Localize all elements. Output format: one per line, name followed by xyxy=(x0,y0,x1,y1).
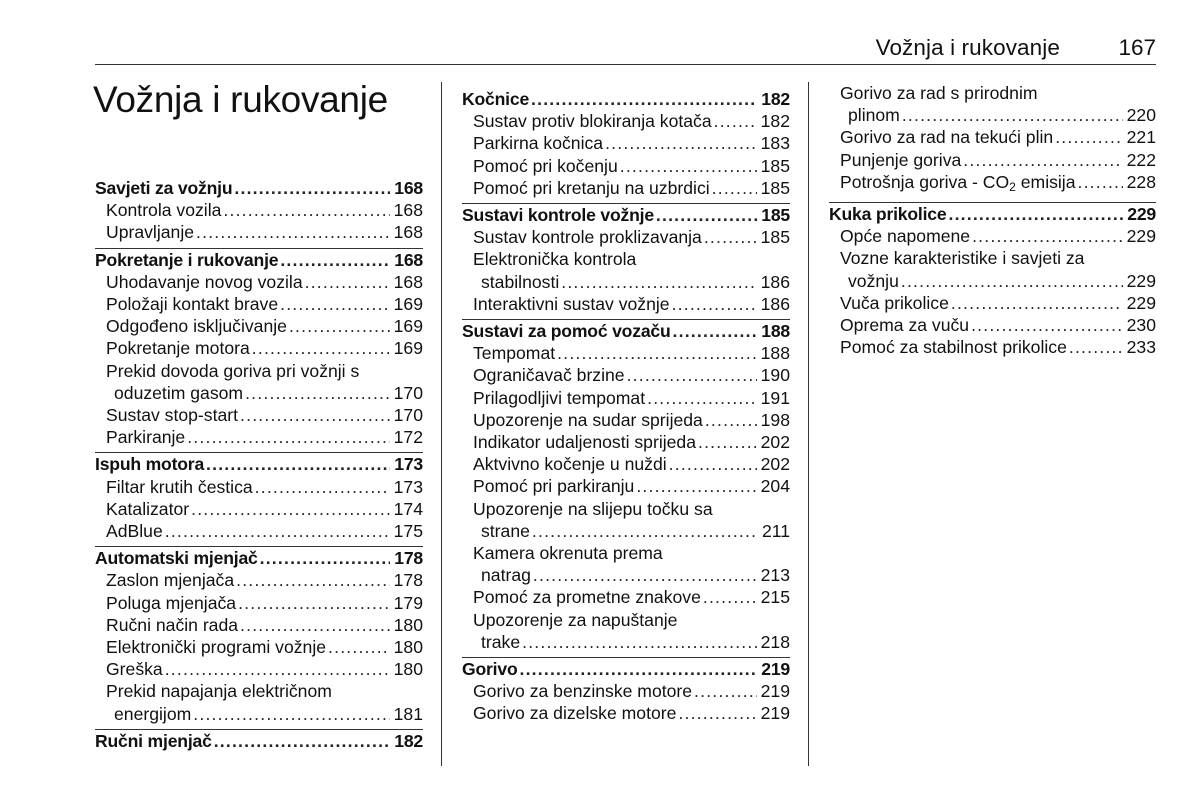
toc-entry[interactable] xyxy=(462,680,790,702)
toc-entry-continued-text: oduzetim gasom xyxy=(114,382,244,403)
dot-leader xyxy=(951,292,1123,314)
toc-section-heading-page: 182 xyxy=(394,730,423,751)
dot-leader xyxy=(963,149,1122,171)
toc-entry-continued[interactable] xyxy=(829,270,1156,292)
toc-entry-text: Kontrola vozila xyxy=(106,200,222,221)
toc-entry-text: Kamera okrenuta prema xyxy=(473,543,663,564)
toc-entry-text: Sustav protiv blokiranja kotača xyxy=(473,111,712,132)
toc-entry-text: Parkiranje xyxy=(106,427,186,448)
toc-section-heading[interactable] xyxy=(462,658,790,680)
toc-entry[interactable] xyxy=(829,82,1156,104)
toc-entry-continued[interactable] xyxy=(95,382,423,404)
dot-leader xyxy=(223,199,389,221)
toc-entry-page: 182 xyxy=(760,111,790,132)
toc-section-heading[interactable] xyxy=(95,453,423,475)
toc-entry-continued-text: natrag xyxy=(481,565,531,586)
toc-section-continued xyxy=(829,82,1156,198)
toc-entry-text: Filtar krutih čestica xyxy=(106,476,253,497)
dot-leader xyxy=(193,703,389,725)
page-number: 167 xyxy=(1118,35,1156,60)
toc-entry-page: 186 xyxy=(760,293,790,314)
toc-entry-page: 219 xyxy=(760,703,790,724)
toc-section-heading-page: 219 xyxy=(761,659,790,680)
dot-leader xyxy=(234,177,390,199)
toc-entry[interactable] xyxy=(829,225,1156,247)
toc-entry[interactable] xyxy=(95,293,423,315)
dot-leader xyxy=(714,110,757,132)
toc-entry-page: 215 xyxy=(760,587,790,608)
dot-leader xyxy=(703,586,757,608)
toc-entry-text: Pokretanje motora xyxy=(106,338,250,359)
dot-leader xyxy=(206,453,390,475)
toc-entry-continued-text: energijom xyxy=(114,703,192,724)
toc-section-heading-text: Gorivo xyxy=(462,659,518,680)
toc-entry[interactable] xyxy=(829,171,1156,198)
toc-entry-page: 169 xyxy=(393,338,423,359)
toc-entry-page: 190 xyxy=(760,365,790,386)
column-divider xyxy=(808,82,809,766)
toc-entry-text: Parkirna kočnica xyxy=(473,133,604,154)
toc-section xyxy=(95,729,423,752)
toc-entry[interactable] xyxy=(462,702,790,724)
toc-entry-text: Sustav stop-start xyxy=(106,405,239,426)
dot-leader xyxy=(236,569,390,591)
dot-leader xyxy=(902,104,1123,126)
dot-leader xyxy=(240,404,390,426)
toc-entry[interactable] xyxy=(462,409,790,431)
toc-entry-text: Upozorenje za napuštanje xyxy=(473,609,678,630)
toc-entry-text: Interaktivni sustav vožnje xyxy=(473,293,670,314)
toc-entry-page: 178 xyxy=(393,570,423,591)
toc-entry[interactable] xyxy=(462,248,790,270)
toc-entry-continued-page: 213 xyxy=(760,565,790,586)
column-divider xyxy=(441,82,442,766)
dot-leader xyxy=(636,475,756,497)
toc-entry-text: Aktvivno kočenje u nuždi xyxy=(473,454,667,475)
toc-entry-text: Odgođeno isključivanje xyxy=(106,316,287,337)
toc-section xyxy=(462,88,790,199)
dot-leader xyxy=(620,155,757,177)
toc-entry-page: 202 xyxy=(760,432,790,453)
toc-entry[interactable] xyxy=(829,247,1156,269)
toc-section-heading[interactable] xyxy=(829,203,1156,225)
toc-entry-text: Pomoć pri kočenju xyxy=(473,155,618,176)
toc-entry[interactable] xyxy=(462,586,790,608)
toc-entry-continued-page: 220 xyxy=(1126,105,1156,126)
dot-leader xyxy=(1078,171,1123,193)
toc-entry[interactable] xyxy=(462,387,790,409)
toc-entry-page: 198 xyxy=(760,409,790,430)
toc-entry[interactable] xyxy=(95,426,423,448)
toc-entry-text: Ograničavač brzine xyxy=(473,365,625,386)
dot-leader xyxy=(656,204,757,226)
toc-entry-continued[interactable] xyxy=(95,703,423,725)
toc-entry-text: Gorivo za rad na tekući plin xyxy=(840,127,1054,148)
toc-entry-continued-page: 229 xyxy=(1126,270,1156,291)
toc-entry[interactable] xyxy=(462,293,790,315)
toc-entry-text: Elektronički programi vožnje xyxy=(106,637,327,658)
dot-leader xyxy=(165,520,390,542)
dot-leader xyxy=(289,315,390,337)
toc-entry[interactable] xyxy=(95,569,423,591)
toc-entry-text xyxy=(840,171,1076,198)
toc-entry-text: Uhodavanje novog vozila xyxy=(106,271,303,292)
dot-leader xyxy=(252,337,390,359)
toc-entry-text: Katalizator xyxy=(106,498,190,519)
toc-section-heading[interactable] xyxy=(462,204,790,226)
dot-leader xyxy=(522,631,757,653)
toc-entry[interactable] xyxy=(829,292,1156,314)
toc-entry-text: Pomoć pri parkiranju xyxy=(473,476,635,497)
toc-entry[interactable] xyxy=(829,149,1156,171)
toc-entry-text: Punjenje goriva xyxy=(840,149,962,170)
toc-entry[interactable] xyxy=(829,314,1156,336)
dot-leader xyxy=(561,271,756,293)
toc-entry-page: 219 xyxy=(760,681,790,702)
toc-entry-page: 168 xyxy=(393,222,423,243)
dot-leader xyxy=(972,225,1123,247)
toc-section xyxy=(95,248,423,449)
toc-entry[interactable] xyxy=(95,221,423,243)
toc-section-heading[interactable] xyxy=(95,177,423,199)
toc-entry-continued-page: 211 xyxy=(761,520,790,541)
toc-entry-continued-text: vožnju xyxy=(848,270,899,291)
dot-leader xyxy=(694,680,757,702)
toc-entry-continued-page: 218 xyxy=(760,631,790,652)
dot-leader xyxy=(948,203,1123,225)
toc-entry[interactable] xyxy=(829,336,1156,358)
toc-entry-page: 221 xyxy=(1126,127,1156,148)
toc-entry[interactable] xyxy=(95,315,423,337)
toc-entry[interactable] xyxy=(462,110,790,132)
toc-section-heading-page: 188 xyxy=(761,321,790,342)
dot-leader xyxy=(255,476,390,498)
toc-entry-continued-text: strane xyxy=(481,520,530,541)
dot-leader xyxy=(328,636,390,658)
toc-entry-text: Gorivo za benzinske motore xyxy=(473,681,693,702)
toc-column-3 xyxy=(829,82,1156,362)
dot-leader xyxy=(901,270,1123,292)
toc-entry[interactable] xyxy=(95,337,423,359)
toc-entry-text: AdBlue xyxy=(106,521,163,542)
toc-section-heading-text: Ručni mjenjač xyxy=(95,730,212,751)
toc-entry-text: Elektronička kontrola xyxy=(473,249,637,270)
toc-entry-text: Pomoć pri kretanju na uzbrdici xyxy=(473,177,710,198)
toc-entry-page: 175 xyxy=(393,521,423,542)
toc-entry-page: 169 xyxy=(393,294,423,315)
dot-leader xyxy=(557,342,757,364)
toc-entry-text: Upozorenje na slijepu točku sa xyxy=(473,498,713,519)
toc-entry-page: 172 xyxy=(393,427,423,448)
toc-entry-continued-page: 170 xyxy=(393,382,423,403)
dot-leader xyxy=(669,453,757,475)
dot-leader xyxy=(533,564,757,586)
toc-section xyxy=(95,546,423,725)
toc-entry-page: 191 xyxy=(760,387,790,408)
dot-leader xyxy=(280,293,390,315)
toc-section-heading-page: 182 xyxy=(761,89,790,109)
dot-leader xyxy=(520,658,758,680)
toc-section-heading[interactable] xyxy=(95,547,423,569)
toc-section-heading[interactable] xyxy=(462,320,790,342)
dot-leader xyxy=(240,614,390,636)
toc-entry-continued-page: 181 xyxy=(393,703,423,724)
dot-leader xyxy=(705,409,757,431)
toc-entry-text: Oprema za vuču xyxy=(840,315,970,336)
toc-section-heading-text: Automatski mjenjač xyxy=(95,548,258,569)
toc-entry-text: Gorivo za dizelske motore xyxy=(473,703,677,724)
dot-leader xyxy=(214,730,391,752)
toc-entry-page: 185 xyxy=(760,177,790,198)
dot-leader xyxy=(712,177,757,199)
toc-column-2 xyxy=(462,88,790,729)
dot-leader xyxy=(698,431,757,453)
toc-entry[interactable] xyxy=(95,271,423,293)
toc-entry[interactable] xyxy=(95,658,423,680)
toc-entry-page: 222 xyxy=(1126,149,1156,170)
dot-leader xyxy=(238,592,390,614)
toc-section-heading-page: 185 xyxy=(761,205,790,226)
toc-entry-page: 168 xyxy=(393,200,423,221)
toc-entry-text: Prekid napajanja električnom xyxy=(106,681,332,702)
toc-entry[interactable] xyxy=(95,520,423,542)
toc-section-heading[interactable] xyxy=(95,249,423,271)
toc-section-heading[interactable] xyxy=(95,730,423,752)
toc-entry[interactable] xyxy=(462,542,790,564)
toc-entry-page: 233 xyxy=(1126,337,1156,358)
toc-entry[interactable] xyxy=(95,199,423,221)
toc-entry-text: Vozne karakteristike i savjeti za xyxy=(840,248,1085,269)
toc-entry[interactable] xyxy=(829,126,1156,148)
toc-entry[interactable] xyxy=(95,498,423,520)
toc-entry-continued[interactable] xyxy=(829,104,1156,126)
toc-entry-page: 168 xyxy=(393,271,423,292)
toc-entry-page: 229 xyxy=(1126,226,1156,247)
toc-entry-text-part: emisija xyxy=(1015,171,1076,192)
toc-entry[interactable] xyxy=(462,364,790,386)
toc-entry-page: 180 xyxy=(393,614,423,635)
toc-column-1 xyxy=(95,177,423,756)
toc-section xyxy=(462,657,790,725)
subscript: 2 xyxy=(1009,179,1016,194)
toc-entry-page: 202 xyxy=(760,454,790,475)
toc-entry[interactable] xyxy=(462,498,790,520)
toc-entry[interactable] xyxy=(462,431,790,453)
toc-section-heading-text: Kočnice xyxy=(462,89,530,109)
toc-entry[interactable] xyxy=(462,155,790,177)
toc-section-heading-text: Sustavi za pomoć vozaču xyxy=(462,321,671,342)
toc-entry-text-part: Potrošnja goriva - CO xyxy=(840,171,1010,192)
toc-entry-text: Prekid dovoda goriva pri vožnji s xyxy=(106,360,360,381)
toc-entry-text: Ručni način rada xyxy=(106,614,239,635)
toc-entry-text: Položaji kontakt brave xyxy=(106,294,279,315)
toc-entry-page: 180 xyxy=(393,637,423,658)
toc-entry-continued-text: plinom xyxy=(848,105,900,126)
dot-leader xyxy=(605,132,757,154)
toc-entry-text: Greška xyxy=(106,659,163,680)
dot-leader xyxy=(627,364,757,386)
toc-entry-text: Upozorenje na sudar sprijeda xyxy=(473,409,703,430)
dot-leader xyxy=(196,221,390,243)
toc-entry-text: Opće napomene xyxy=(840,226,971,247)
toc-section-heading-page: 168 xyxy=(394,249,423,270)
dot-leader xyxy=(647,387,757,409)
dot-leader xyxy=(531,88,757,110)
dot-leader xyxy=(673,320,758,342)
toc-section xyxy=(95,177,423,244)
toc-entry-continued[interactable] xyxy=(462,631,790,653)
toc-entry-text: Upravljanje xyxy=(106,222,195,243)
toc-entry-page: 204 xyxy=(760,476,790,497)
toc-entry[interactable] xyxy=(95,614,423,636)
toc-entry-text: Zaslon mjenjača xyxy=(106,570,235,591)
toc-entry-text: Gorivo za rad s prirodnim xyxy=(840,83,1038,103)
toc-entry-continued[interactable] xyxy=(462,271,790,293)
dot-leader xyxy=(971,314,1123,336)
toc-entry-text: Prilagodljivi tempomat xyxy=(473,387,646,408)
toc-section-heading-page: 168 xyxy=(394,178,423,198)
toc-entry-page: 173 xyxy=(393,476,423,497)
toc-section xyxy=(462,203,790,315)
toc-entry[interactable] xyxy=(95,404,423,426)
toc-entry-continued-page: 186 xyxy=(760,271,790,292)
toc-entry-page: 174 xyxy=(393,498,423,519)
dot-leader xyxy=(305,271,390,293)
toc-entry-page: 185 xyxy=(760,227,790,248)
toc-entry-page: 228 xyxy=(1126,171,1156,192)
toc-section xyxy=(95,452,423,542)
toc-entry-page: 229 xyxy=(1126,292,1156,313)
toc-entry-text: Indikator udaljenosti sprijeda xyxy=(473,432,696,453)
toc-section-heading-text: Sustavi kontrole vožnje xyxy=(462,205,654,226)
toc-section-heading-page: 173 xyxy=(394,454,423,475)
toc-entry-text: Pomoć za prometne znakove xyxy=(473,587,701,608)
dot-leader xyxy=(280,249,390,271)
toc-entry-continued[interactable] xyxy=(462,564,790,586)
toc-entry[interactable] xyxy=(95,360,423,382)
dot-leader xyxy=(187,426,389,448)
toc-entry-page: 180 xyxy=(393,659,423,680)
running-title: Vožnja i rukovanje xyxy=(875,35,1060,60)
toc-section-heading-text: Savjeti za vožnju xyxy=(95,178,233,198)
toc-entry-continued[interactable] xyxy=(462,520,790,542)
dot-leader xyxy=(672,293,757,315)
toc-entry[interactable] xyxy=(462,475,790,497)
toc-entry[interactable] xyxy=(462,226,790,248)
toc-entry-page: 183 xyxy=(760,133,790,154)
toc-entry[interactable] xyxy=(95,680,423,702)
toc-entry-continued-text: trake xyxy=(481,631,521,652)
toc-entry[interactable] xyxy=(95,592,423,614)
dot-leader xyxy=(678,702,756,724)
toc-entry[interactable] xyxy=(462,177,790,199)
toc-entry[interactable] xyxy=(95,636,423,658)
toc-entry-text: Tempomat xyxy=(473,343,556,364)
toc-entry-text: Vuča prikolice xyxy=(840,292,949,313)
toc-section-heading-text: Ispuh motora xyxy=(95,454,205,475)
toc-section xyxy=(462,319,790,653)
toc-entry-page: 169 xyxy=(393,316,423,337)
toc-entry-text: Poluga mjenjača xyxy=(106,592,237,613)
toc-entry[interactable] xyxy=(462,342,790,364)
dot-leader xyxy=(532,520,758,542)
toc-entry[interactable] xyxy=(462,453,790,475)
toc-entry-page: 188 xyxy=(760,343,790,364)
toc-section-heading-page: 178 xyxy=(394,548,423,569)
toc-section-heading-page: 229 xyxy=(1127,204,1156,225)
running-header xyxy=(95,30,1156,65)
dot-leader xyxy=(260,547,391,569)
toc-entry-page: 230 xyxy=(1126,315,1156,336)
toc-entry[interactable] xyxy=(462,609,790,631)
toc-section-heading-text: Kuka prikolice xyxy=(829,204,947,225)
dot-leader xyxy=(704,226,757,248)
toc-entry-page: 170 xyxy=(393,405,423,426)
dot-leader xyxy=(191,498,390,520)
chapter-title: Vožnja i rukovanje xyxy=(93,79,388,120)
dot-leader xyxy=(1069,336,1123,358)
toc-entry-text: Pomoć za stabilnost prikolice xyxy=(840,337,1067,358)
dot-leader xyxy=(1055,126,1122,148)
toc-entry-text: Sustav kontrole proklizavanja xyxy=(473,227,702,248)
toc-section xyxy=(829,202,1156,358)
toc-entry[interactable] xyxy=(95,476,423,498)
toc-section-heading[interactable] xyxy=(462,88,790,110)
toc-entry-page: 185 xyxy=(760,155,790,176)
toc-entry-continued-text: stabilnosti xyxy=(481,271,560,292)
dot-leader xyxy=(245,382,390,404)
toc-section-heading-text: Pokretanje i rukovanje xyxy=(95,249,279,270)
toc-entry[interactable] xyxy=(462,132,790,154)
dot-leader xyxy=(165,658,390,680)
toc-entry-page: 179 xyxy=(393,592,423,613)
